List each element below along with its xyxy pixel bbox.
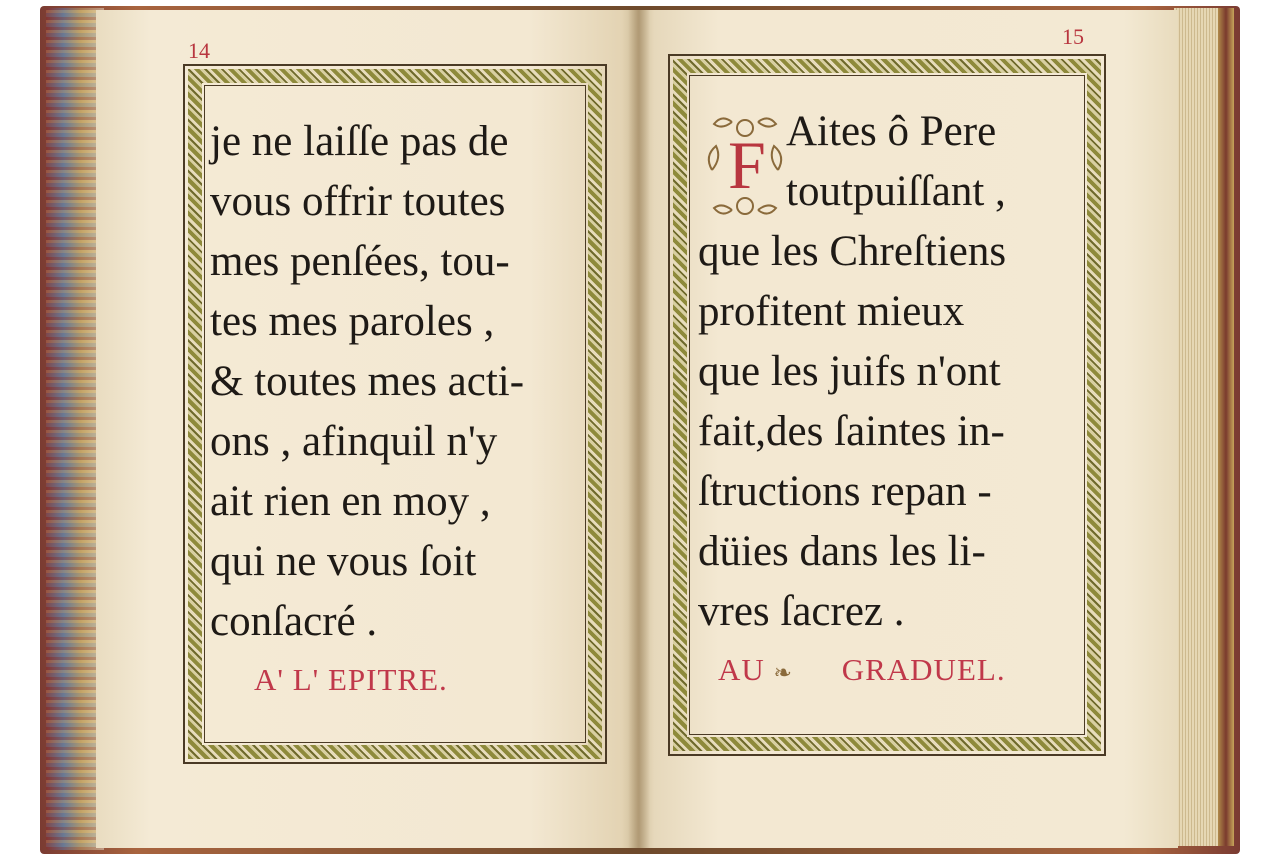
right-text-line: profitent mieux [698, 288, 965, 335]
left-page-text [210, 112, 524, 652]
left-text-line: vous offrir toutes [210, 178, 506, 225]
left-text-line: & toutes mes acti- [210, 358, 525, 405]
left-text-line: conſacré . [210, 598, 378, 645]
left-text-line: mes penſées, tou- [210, 238, 510, 285]
left-page-number: 14 [188, 38, 210, 63]
left-text-line: ons , afinquil n'y [210, 418, 498, 465]
left-text-line: je ne laiſſe pas de [210, 118, 509, 165]
left-text-line: qui ne vous ſoit [210, 538, 477, 585]
leaf-ornament-icon: ❧ [773, 659, 793, 685]
rubric-part-au: AU [718, 652, 765, 687]
right-text-line: vres ſacrez . [698, 588, 905, 635]
right-text-line: que les juifs n'ont [698, 348, 1001, 395]
rubric-part-graduel: GRADUEL. [841, 652, 1006, 687]
drop-cap-ornament-icon [702, 110, 788, 222]
left-rubric-heading: A' L' EPITRE. [254, 662, 448, 697]
right-page-text-indented [786, 102, 1006, 222]
book-edge-right [1174, 8, 1234, 846]
book-gutter [628, 10, 650, 848]
right-text-line: düies dans les li- [698, 528, 986, 575]
drop-cap-letter: F [728, 127, 766, 203]
right-text-line: fait,des ſaintes in- [698, 408, 1005, 455]
right-text-line: Aites ô Pere [786, 108, 997, 155]
right-page-number: 15 [1062, 24, 1084, 49]
left-text-line: tes mes paroles , [210, 298, 495, 345]
right-text-line: toutpuiſſant , [786, 168, 1006, 215]
right-rubric-heading [718, 652, 1006, 688]
right-text-line: ſtructions repan - [698, 468, 992, 515]
right-page-text [698, 222, 1006, 642]
right-text-line: que les Chreſtiens [698, 228, 1007, 275]
left-text-line: ait rien en moy , [210, 478, 491, 525]
